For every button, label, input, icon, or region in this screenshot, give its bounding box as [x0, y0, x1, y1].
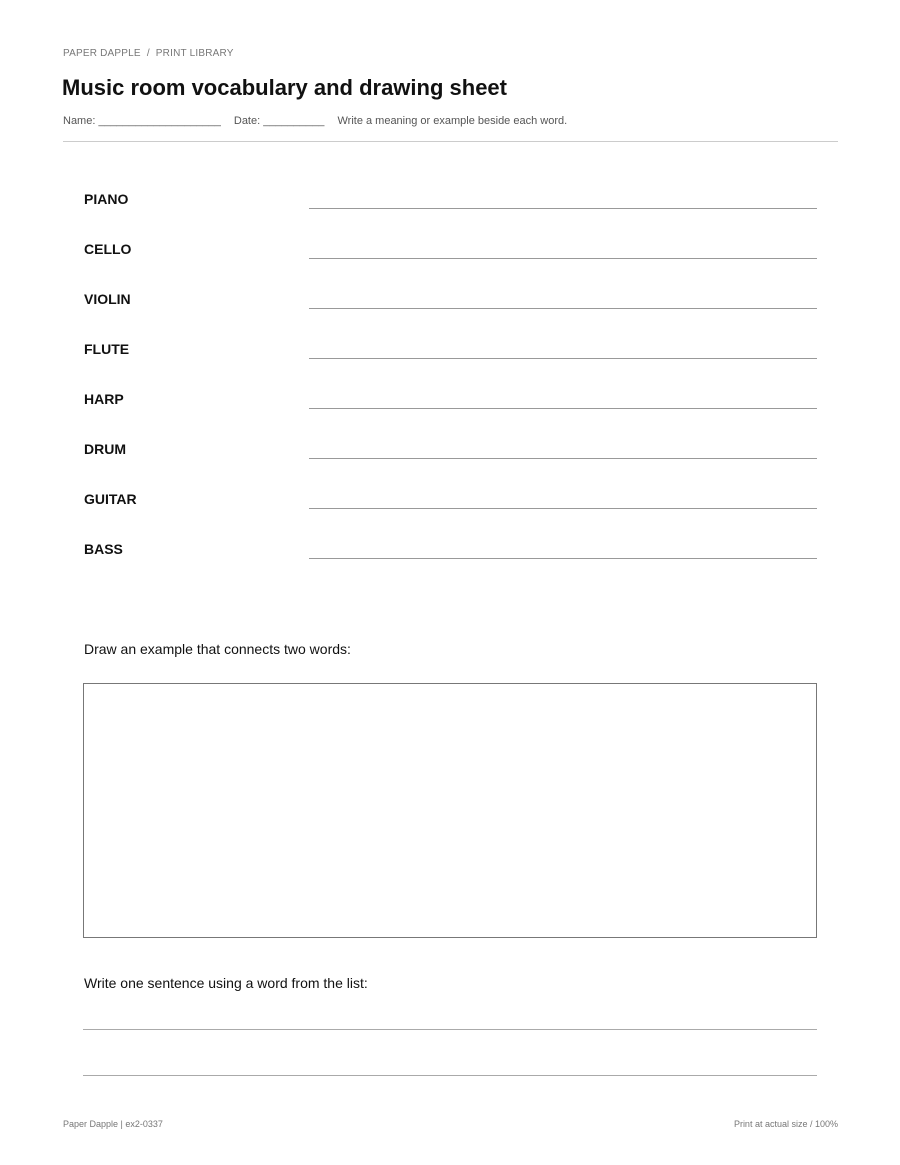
- footer-print-note: Print at actual size / 100%: [733, 1119, 838, 1129]
- answer-line: [309, 208, 817, 209]
- brand-name: PAPER DAPPLE: [63, 48, 141, 59]
- instruction-text: Write a meaning or example beside each word.: [337, 115, 568, 127]
- section-name: PRINT LIBRARY: [155, 48, 234, 59]
- vocab-row-harp: [0, 391, 900, 441]
- answer-line: [309, 508, 817, 509]
- header-divider: [63, 141, 838, 142]
- breadcrumb-separator: /: [146, 48, 150, 59]
- vocab-word: DRUM: [84, 441, 126, 457]
- answer-line: [309, 258, 817, 259]
- page-title: Music room vocabulary and drawing sheet: [62, 75, 507, 100]
- vocab-row-bass: [0, 541, 900, 591]
- vocab-row-piano: [0, 191, 900, 241]
- answer-line: [309, 308, 817, 309]
- answer-line: [309, 358, 817, 359]
- vocab-word: VIOLIN: [84, 291, 131, 307]
- name-field: Name: ____________________: [63, 115, 221, 127]
- vocab-row-drum: [0, 441, 900, 491]
- vocab-row-violin: [0, 291, 900, 341]
- vocab-word: CELLO: [84, 241, 132, 257]
- vocab-word: FLUTE: [84, 341, 130, 357]
- vocab-word: GUITAR: [84, 491, 137, 507]
- answer-line: [309, 558, 817, 559]
- footer-id: Paper Dapple | ex2-0337: [63, 1119, 163, 1129]
- sentence-line-2: [83, 1075, 817, 1076]
- sentence-prompt: Write one sentence using a word from the list:: [84, 975, 368, 991]
- vocab-word: PIANO: [84, 191, 129, 207]
- drawing-box: [83, 683, 817, 938]
- sentence-line-1: [83, 1029, 817, 1030]
- answer-line: [309, 408, 817, 409]
- vocab-word: HARP: [84, 391, 124, 407]
- vocab-word: BASS: [84, 541, 123, 557]
- vocab-row-flute: [0, 341, 900, 391]
- answer-line: [309, 458, 817, 459]
- drawing-prompt: Draw an example that connects two words:: [84, 641, 351, 657]
- date-field: Date: __________: [233, 115, 325, 127]
- vocab-row-guitar: [0, 491, 900, 541]
- vocab-row-cello: [0, 241, 900, 291]
- breadcrumb: [63, 48, 234, 59]
- meta-line: [63, 115, 577, 127]
